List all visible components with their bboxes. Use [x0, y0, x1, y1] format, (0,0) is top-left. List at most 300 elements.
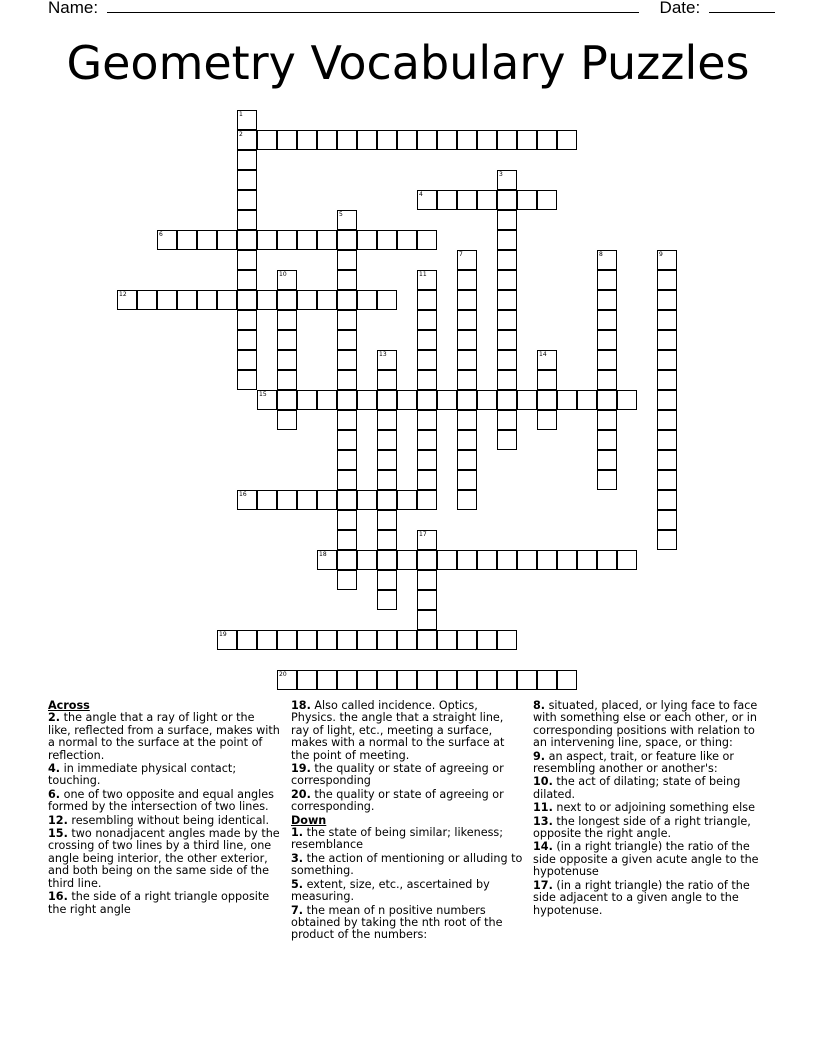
grid-cell[interactable] — [517, 130, 537, 150]
grid-cell[interactable] — [257, 390, 277, 410]
across-clue — [48, 789, 280, 814]
grid-cell[interactable] — [597, 350, 617, 370]
grid-cell[interactable] — [457, 630, 477, 650]
down-clue — [291, 879, 523, 904]
grid-cell[interactable] — [337, 230, 357, 250]
grid-cell[interactable] — [477, 190, 497, 210]
clue-text: (in a right triangle) the ratio of the side adjacent to a given angle to the hypotenuse. — [533, 878, 750, 917]
grid-cell[interactable] — [337, 210, 357, 230]
clue-number: 1 — [239, 111, 243, 118]
grid-cell[interactable] — [657, 310, 677, 330]
grid-cell[interactable] — [457, 490, 477, 510]
grid-cell[interactable] — [357, 630, 377, 650]
grid-cell[interactable] — [657, 290, 677, 310]
grid-cell[interactable] — [237, 270, 257, 290]
grid-cell[interactable] — [597, 450, 617, 470]
grid-cell[interactable] — [337, 370, 357, 390]
grid-cell[interactable] — [357, 390, 377, 410]
grid-cell[interactable] — [437, 390, 457, 410]
grid-cell[interactable] — [357, 670, 377, 690]
grid-cell[interactable] — [597, 250, 617, 270]
grid-cell[interactable] — [557, 670, 577, 690]
grid-cell[interactable] — [417, 230, 437, 250]
grid-cell[interactable] — [457, 350, 477, 370]
grid-cell[interactable] — [537, 190, 557, 210]
grid-cell[interactable] — [417, 530, 437, 550]
grid-cell[interactable] — [257, 630, 277, 650]
grid-cell[interactable] — [457, 670, 477, 690]
grid-cell[interactable] — [537, 550, 557, 570]
grid-cell[interactable] — [317, 630, 337, 650]
grid-cell[interactable] — [177, 290, 197, 310]
grid-cell[interactable] — [217, 630, 237, 650]
grid-cell[interactable] — [277, 290, 297, 310]
clue-text: the side of a right triangle opposite the right angle — [48, 890, 270, 916]
clue-text: next to or adjoining something else — [552, 801, 755, 815]
grid-cell[interactable] — [657, 390, 677, 410]
grid-cell[interactable] — [337, 330, 357, 350]
grid-cell[interactable] — [237, 250, 257, 270]
grid-cell[interactable] — [317, 550, 337, 570]
grid-cell[interactable] — [377, 590, 397, 610]
grid-cell[interactable] — [377, 370, 397, 390]
clue-text: in immediate physical contact; touching. — [48, 762, 237, 788]
grid-cell[interactable] — [517, 190, 537, 210]
grid-cell[interactable] — [277, 310, 297, 330]
grid-cell[interactable] — [657, 430, 677, 450]
grid-cell[interactable] — [437, 630, 457, 650]
down-heading: Down — [291, 813, 327, 827]
clue-number: 12 — [119, 291, 127, 298]
grid-cell[interactable] — [417, 470, 437, 490]
down-clue — [291, 827, 523, 852]
grid-cell[interactable] — [377, 570, 397, 590]
grid-cell[interactable] — [397, 670, 417, 690]
grid-cell[interactable] — [297, 490, 317, 510]
clue-number: 3 — [499, 171, 503, 178]
grid-cell[interactable] — [457, 290, 477, 310]
grid-cell[interactable] — [497, 310, 517, 330]
clue-number-label: 19. — [291, 762, 311, 776]
page-title: Geometry Vocabulary Puzzles — [66, 36, 750, 90]
grid-cell[interactable] — [597, 430, 617, 450]
grid-cell[interactable] — [417, 610, 437, 630]
clue-number: 4 — [419, 191, 423, 198]
clue-number: 17 — [419, 531, 427, 538]
grid-cell[interactable] — [337, 470, 357, 490]
grid-cell[interactable] — [657, 470, 677, 490]
grid-cell[interactable] — [197, 290, 217, 310]
grid-cell[interactable] — [377, 510, 397, 530]
grid-cell[interactable] — [237, 290, 257, 310]
grid-cell[interactable] — [457, 270, 477, 290]
grid-cell[interactable] — [417, 330, 437, 350]
grid-cell[interactable] — [377, 450, 397, 470]
grid-cell[interactable] — [497, 670, 517, 690]
grid-cell[interactable] — [657, 370, 677, 390]
grid-cell[interactable] — [237, 230, 257, 250]
grid-cell[interactable] — [337, 450, 357, 470]
grid-cell[interactable] — [477, 670, 497, 690]
grid-cell[interactable] — [457, 130, 477, 150]
grid-cell[interactable] — [237, 110, 257, 130]
clue-number-label: 20. — [291, 787, 311, 801]
grid-cell[interactable] — [497, 430, 517, 450]
grid-cell[interactable] — [377, 390, 397, 410]
grid-cell[interactable] — [417, 490, 437, 510]
clue-number-label: 4. — [48, 762, 61, 776]
grid-cell[interactable] — [457, 250, 477, 270]
down-clue — [533, 776, 765, 801]
grid-cell[interactable] — [417, 630, 437, 650]
grid-cell[interactable] — [357, 290, 377, 310]
grid-cell[interactable] — [197, 230, 217, 250]
clue-number-label: 13. — [533, 814, 553, 828]
grid-cell[interactable] — [457, 450, 477, 470]
grid-cell[interactable] — [137, 290, 157, 310]
grid-cell[interactable] — [537, 670, 557, 690]
clue-number: 15 — [259, 391, 267, 398]
grid-cell[interactable] — [257, 230, 277, 250]
grid-cell[interactable] — [497, 270, 517, 290]
grid-cell[interactable] — [497, 210, 517, 230]
grid-cell[interactable] — [657, 410, 677, 430]
grid-cell[interactable] — [397, 390, 417, 410]
grid-cell[interactable] — [457, 310, 477, 330]
grid-cell[interactable] — [597, 330, 617, 350]
grid-cell[interactable] — [297, 130, 317, 150]
grid-cell[interactable] — [437, 190, 457, 210]
grid-cell[interactable] — [337, 410, 357, 430]
grid-cell[interactable] — [537, 130, 557, 150]
grid-cell[interactable] — [417, 590, 437, 610]
grid-cell[interactable] — [217, 290, 237, 310]
clue-text: the action of mentioning or alluding to something. — [291, 851, 523, 878]
grid-cell[interactable] — [497, 170, 517, 190]
grid-cell[interactable] — [557, 550, 577, 570]
across-clue — [291, 789, 523, 814]
clue-number-label: 18. — [291, 699, 311, 712]
grid-cell[interactable] — [257, 130, 277, 150]
clue-number-label: 14. — [533, 840, 553, 854]
grid-cell[interactable] — [417, 570, 437, 590]
grid-cell[interactable] — [257, 290, 277, 310]
grid-cell[interactable] — [497, 190, 517, 210]
grid-cell[interactable] — [277, 230, 297, 250]
grid-cell[interactable] — [457, 370, 477, 390]
clue-number: 16 — [239, 491, 247, 498]
grid-cell[interactable] — [657, 510, 677, 530]
grid-cell[interactable] — [597, 310, 617, 330]
grid-cell[interactable] — [557, 130, 577, 150]
grid-cell[interactable] — [497, 390, 517, 410]
grid-cell[interactable] — [237, 370, 257, 390]
grid-cell[interactable] — [577, 550, 597, 570]
grid-cell[interactable] — [277, 390, 297, 410]
grid-cell[interactable] — [597, 410, 617, 430]
across-clue — [48, 712, 280, 762]
clue-number: 6 — [159, 231, 163, 238]
grid-cell[interactable] — [417, 310, 437, 330]
grid-cell[interactable] — [417, 370, 437, 390]
clue-number: 10 — [279, 271, 287, 278]
grid-cell[interactable] — [657, 330, 677, 350]
grid-cell[interactable] — [237, 630, 257, 650]
grid-cell[interactable] — [597, 370, 617, 390]
grid-cell[interactable] — [437, 550, 457, 570]
grid-cell[interactable] — [337, 670, 357, 690]
clue-text: the quality or state of agreeing or corresponding. — [291, 787, 504, 814]
grid-cell[interactable] — [117, 290, 137, 310]
grid-cell[interactable] — [237, 210, 257, 230]
clue-text: the act of dilating; state of being dilated. — [533, 775, 741, 801]
grid-cell[interactable] — [477, 630, 497, 650]
across-clue — [48, 891, 280, 916]
grid-cell[interactable] — [237, 350, 257, 370]
grid-cell[interactable] — [417, 670, 437, 690]
grid-cell[interactable] — [237, 130, 257, 150]
clue-number-label: 6. — [48, 787, 61, 801]
grid-cell[interactable] — [317, 230, 337, 250]
grid-cell[interactable] — [397, 130, 417, 150]
clue-text: the state of being similar; likeness; resemblance — [291, 826, 504, 852]
clue-number: 18 — [319, 551, 327, 558]
clues-col-3 — [533, 700, 765, 918]
grid-cell[interactable] — [457, 470, 477, 490]
grid-cell[interactable] — [397, 630, 417, 650]
grid-cell[interactable] — [417, 410, 437, 430]
grid-cell[interactable] — [277, 490, 297, 510]
clue-number-label: 5. — [291, 877, 304, 891]
grid-cell[interactable] — [337, 350, 357, 370]
grid-cell[interactable] — [597, 390, 617, 410]
grid-cell[interactable] — [317, 390, 337, 410]
grid-cell[interactable] — [157, 290, 177, 310]
grid-cell[interactable] — [517, 550, 537, 570]
grid-cell[interactable] — [417, 290, 437, 310]
grid-cell[interactable] — [537, 390, 557, 410]
grid-cell[interactable] — [157, 230, 177, 250]
across-clue — [291, 763, 523, 788]
clue-text: Also called incidence. Optics, Physics. the angle that a straight line, ray of light, etc., meeting a surface, makes with a normal to the surface at the point of meeting. — [291, 699, 505, 762]
grid-cell[interactable] — [337, 550, 357, 570]
grid-cell[interactable] — [257, 490, 277, 510]
clue-text: the mean of n positive numbers obtained by taking the nth root of the product of the numbers: — [291, 903, 503, 942]
grid-cell[interactable] — [597, 470, 617, 490]
grid-cell[interactable] — [537, 370, 557, 390]
grid-cell[interactable] — [417, 430, 437, 450]
grid-cell[interactable] — [277, 130, 297, 150]
grid-cell[interactable] — [457, 390, 477, 410]
grid-cell[interactable] — [217, 230, 237, 250]
grid-cell[interactable] — [357, 230, 377, 250]
grid-cell[interactable] — [337, 130, 357, 150]
down-clue — [533, 816, 765, 841]
grid-cell[interactable] — [417, 270, 437, 290]
grid-cell[interactable] — [417, 350, 437, 370]
clue-number-label: 1. — [291, 826, 304, 840]
grid-cell[interactable] — [377, 350, 397, 370]
grid-cell[interactable] — [457, 550, 477, 570]
grid-cell[interactable] — [477, 130, 497, 150]
grid-cell[interactable] — [577, 390, 597, 410]
grid-cell[interactable] — [177, 230, 197, 250]
grid-cell[interactable] — [377, 290, 397, 310]
grid-cell[interactable] — [357, 550, 377, 570]
clue-number-label: 8. — [533, 699, 546, 712]
grid-cell[interactable] — [397, 550, 417, 570]
grid-cell[interactable] — [517, 390, 537, 410]
grid-cell[interactable] — [497, 290, 517, 310]
grid-cell[interactable] — [497, 370, 517, 390]
clue-number: 2 — [239, 131, 243, 138]
clue-number: 11 — [419, 271, 427, 278]
grid-cell[interactable] — [377, 130, 397, 150]
grid-cell[interactable] — [417, 190, 437, 210]
clue-text: (in a right triangle) the ratio of the side opposite a given acute angle to the hypotenuse — [533, 840, 759, 879]
grid-cell[interactable] — [337, 310, 357, 330]
grid-cell[interactable] — [377, 490, 397, 510]
grid-cell[interactable] — [297, 230, 317, 250]
grid-cell[interactable] — [337, 270, 357, 290]
grid-cell[interactable] — [337, 510, 357, 530]
grid-cell[interactable] — [597, 290, 617, 310]
down-clue — [533, 841, 765, 878]
grid-cell[interactable] — [657, 450, 677, 470]
grid-cell[interactable] — [377, 630, 397, 650]
grid-cell[interactable] — [377, 550, 397, 570]
clue-text: the longest side of a right triangle, opposite the right angle. — [533, 814, 751, 841]
grid-cell[interactable] — [237, 330, 257, 350]
grid-cell[interactable] — [357, 130, 377, 150]
grid-cell[interactable] — [597, 270, 617, 290]
grid-cell[interactable] — [277, 670, 297, 690]
clue-text: situated, placed, or lying face to face with something else or each other, or in corresponding positions with relation to an intervening line, space, or thing: — [533, 699, 758, 750]
grid-cell[interactable] — [497, 410, 517, 430]
grid-cell[interactable] — [237, 170, 257, 190]
grid-cell[interactable] — [277, 270, 297, 290]
grid-cell[interactable] — [397, 490, 417, 510]
grid-cell[interactable] — [337, 290, 357, 310]
grid-cell[interactable] — [497, 130, 517, 150]
grid-cell[interactable] — [537, 410, 557, 430]
grid-cell[interactable] — [497, 630, 517, 650]
grid-cell[interactable] — [377, 470, 397, 490]
clue-text: extent, size, etc., ascertained by measuring. — [291, 877, 490, 904]
grid-cell[interactable] — [297, 630, 317, 650]
clue-number-label: 10. — [533, 775, 553, 789]
grid-cell[interactable] — [377, 530, 397, 550]
grid-cell[interactable] — [377, 230, 397, 250]
grid-cell[interactable] — [277, 330, 297, 350]
grid-cell[interactable] — [557, 390, 577, 410]
grid-cell[interactable] — [377, 670, 397, 690]
grid-cell[interactable] — [517, 670, 537, 690]
grid-cell[interactable] — [617, 390, 637, 410]
grid-cell[interactable] — [657, 270, 677, 290]
grid-cell[interactable] — [277, 410, 297, 430]
grid-cell[interactable] — [337, 430, 357, 450]
grid-cell[interactable] — [297, 390, 317, 410]
grid-cell[interactable] — [297, 670, 317, 690]
grid-cell[interactable] — [337, 390, 357, 410]
grid-cell[interactable] — [237, 490, 257, 510]
grid-cell[interactable] — [337, 570, 357, 590]
grid-cell[interactable] — [657, 350, 677, 370]
grid-cell[interactable] — [597, 550, 617, 570]
grid-cell[interactable] — [477, 390, 497, 410]
grid-cell[interactable] — [337, 490, 357, 510]
clue-number-label: 7. — [291, 903, 304, 917]
across-clue — [291, 700, 523, 762]
grid-cell[interactable] — [397, 230, 417, 250]
grid-cell[interactable] — [437, 130, 457, 150]
grid-cell[interactable] — [497, 250, 517, 270]
grid-cell[interactable] — [337, 630, 357, 650]
clue-number-label: 12. — [48, 813, 68, 827]
grid-cell[interactable] — [237, 150, 257, 170]
grid-cell[interactable] — [237, 310, 257, 330]
clue-number: 19 — [219, 631, 227, 638]
clue-number-label: 15. — [48, 827, 68, 841]
grid-cell[interactable] — [657, 490, 677, 510]
grid-cell[interactable] — [437, 670, 457, 690]
grid-cell[interactable] — [417, 550, 437, 570]
grid-cell[interactable] — [497, 330, 517, 350]
clue-text: the quality or state of agreeing or corresponding — [291, 762, 504, 788]
grid-cell[interactable] — [277, 630, 297, 650]
grid-cell[interactable] — [497, 550, 517, 570]
grid-cell[interactable] — [497, 230, 517, 250]
grid-cell[interactable] — [317, 130, 337, 150]
grid-cell[interactable] — [297, 290, 317, 310]
grid-cell[interactable] — [617, 550, 637, 570]
grid-cell[interactable] — [457, 410, 477, 430]
grid-cell[interactable] — [317, 670, 337, 690]
clue-text: the angle that a ray of light or the like, reflected from a surface, makes with a normal to the surface at the point of reflection. — [48, 711, 280, 762]
grid-cell[interactable] — [657, 250, 677, 270]
down-clue — [533, 802, 765, 814]
grid-cell[interactable] — [497, 350, 517, 370]
grid-cell[interactable] — [477, 550, 497, 570]
clue-number: 20 — [279, 671, 287, 678]
grid-cell[interactable] — [417, 450, 437, 470]
grid-cell[interactable] — [417, 130, 437, 150]
grid-cell[interactable] — [457, 190, 477, 210]
grid-cell[interactable] — [377, 410, 397, 430]
clue-number-label: 17. — [533, 878, 553, 892]
grid-cell[interactable] — [537, 350, 557, 370]
clue-number-label: 16. — [48, 890, 68, 904]
clue-text: an aspect, trait, or feature like or resembling another or another's: — [533, 749, 734, 776]
grid-cell[interactable] — [377, 430, 397, 450]
down-clue — [533, 880, 765, 917]
grid-cell[interactable] — [457, 330, 477, 350]
grid-cell[interactable] — [317, 290, 337, 310]
grid-cell[interactable] — [457, 430, 477, 450]
grid-cell[interactable] — [337, 250, 357, 270]
grid-cell[interactable] — [357, 490, 377, 510]
grid-cell[interactable] — [417, 390, 437, 410]
down-clue — [533, 700, 765, 750]
grid-cell[interactable] — [317, 490, 337, 510]
clue-text: two nonadjacent angles made by the crossing of two lines by a third line, one angle being interior, the other exterior, and both being on the same side of the third line. — [48, 827, 280, 890]
grid-cell[interactable] — [277, 370, 297, 390]
grid-cell[interactable] — [277, 350, 297, 370]
grid-cell[interactable] — [657, 530, 677, 550]
grid-cell[interactable] — [337, 530, 357, 550]
grid-cell[interactable] — [237, 190, 257, 210]
